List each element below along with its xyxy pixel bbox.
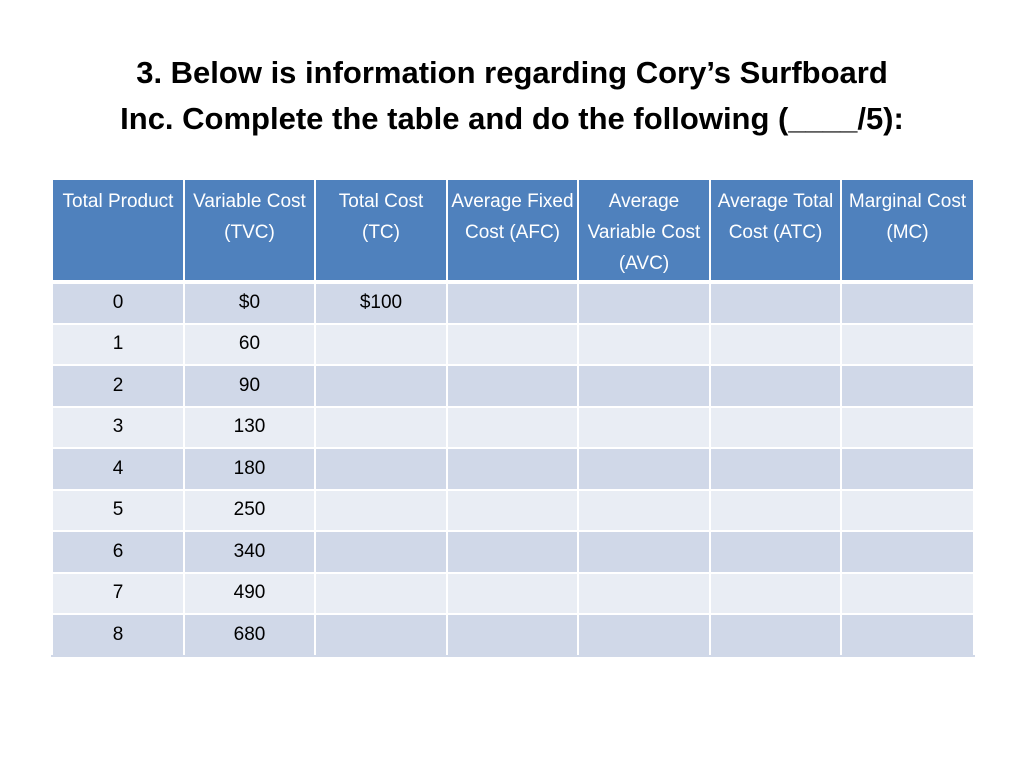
cell-marginal-cost — [841, 448, 974, 490]
cell-average-fixed-cost — [447, 448, 578, 490]
cell-average-variable-cost — [578, 282, 710, 324]
cell-total-cost: $100 — [315, 282, 447, 324]
cell-total-cost — [315, 490, 447, 532]
cell-total-product: 4 — [52, 448, 184, 490]
header-average-total-cost: Average Total Cost (ATC) — [710, 179, 841, 282]
cell-average-variable-cost — [578, 573, 710, 615]
header-average-variable-cost: Average Variable Cost (AVC) — [578, 179, 710, 282]
table-body — [52, 282, 974, 656]
header-total-product: Total Product — [52, 179, 184, 282]
cell-total-cost — [315, 573, 447, 615]
cell-marginal-cost — [841, 282, 974, 324]
table-row — [52, 448, 974, 490]
cell-average-total-cost — [710, 365, 841, 407]
table-header — [52, 179, 974, 282]
cell-marginal-cost — [841, 407, 974, 449]
cost-table — [51, 178, 975, 657]
cell-average-total-cost — [710, 407, 841, 449]
header-average-fixed-cost: Average Fixed Cost (AFC) — [447, 179, 578, 282]
header-variable-cost: Variable Cost (TVC) — [184, 179, 315, 282]
cell-total-cost — [315, 448, 447, 490]
table-row — [52, 614, 974, 656]
table-row — [52, 407, 974, 449]
table-row — [52, 531, 974, 573]
table-row — [52, 324, 974, 366]
table-row — [52, 365, 974, 407]
cell-average-fixed-cost — [447, 573, 578, 615]
cell-average-fixed-cost — [447, 531, 578, 573]
cell-average-fixed-cost — [447, 365, 578, 407]
cell-total-product: 1 — [52, 324, 184, 366]
cell-marginal-cost — [841, 614, 974, 656]
cell-variable-cost: 180 — [184, 448, 315, 490]
cell-variable-cost: 490 — [184, 573, 315, 615]
table-row — [52, 490, 974, 532]
slide-title-line-1: 3. Below is information regarding Cory’s Surfboard — [136, 55, 888, 90]
cell-variable-cost: 250 — [184, 490, 315, 532]
cell-total-cost — [315, 614, 447, 656]
cell-variable-cost: 60 — [184, 324, 315, 366]
cell-total-product: 0 — [52, 282, 184, 324]
cell-variable-cost: $0 — [184, 282, 315, 324]
cell-variable-cost: 130 — [184, 407, 315, 449]
cell-average-total-cost — [710, 490, 841, 532]
cell-total-cost — [315, 324, 447, 366]
cell-average-variable-cost — [578, 407, 710, 449]
cell-average-total-cost — [710, 282, 841, 324]
cell-average-variable-cost — [578, 448, 710, 490]
cell-marginal-cost — [841, 573, 974, 615]
table-row — [52, 573, 974, 615]
cell-total-product: 6 — [52, 531, 184, 573]
cell-marginal-cost — [841, 531, 974, 573]
cell-total-product: 3 — [52, 407, 184, 449]
table-row — [52, 282, 974, 324]
cell-average-fixed-cost — [447, 324, 578, 366]
cost-table-container — [51, 178, 973, 657]
cell-average-fixed-cost — [447, 282, 578, 324]
cell-total-cost — [315, 531, 447, 573]
cell-average-variable-cost — [578, 531, 710, 573]
cell-total-cost — [315, 365, 447, 407]
cell-marginal-cost — [841, 490, 974, 532]
cell-average-total-cost — [710, 531, 841, 573]
cell-average-variable-cost — [578, 614, 710, 656]
cell-average-fixed-cost — [447, 490, 578, 532]
cell-marginal-cost — [841, 324, 974, 366]
cell-marginal-cost — [841, 365, 974, 407]
slide-title-line-2: Inc. Complete the table and do the following (____/5): — [120, 101, 904, 136]
header-marginal-cost: Marginal Cost (MC) — [841, 179, 974, 282]
cell-total-product: 5 — [52, 490, 184, 532]
cell-average-total-cost — [710, 614, 841, 656]
cell-total-product: 2 — [52, 365, 184, 407]
cell-total-cost — [315, 407, 447, 449]
header-total-cost: Total Cost (TC) — [315, 179, 447, 282]
cell-average-variable-cost — [578, 365, 710, 407]
cell-average-total-cost — [710, 448, 841, 490]
cell-variable-cost: 680 — [184, 614, 315, 656]
slide-title — [30, 50, 994, 142]
cell-variable-cost: 90 — [184, 365, 315, 407]
cell-average-fixed-cost — [447, 614, 578, 656]
cell-average-variable-cost — [578, 324, 710, 366]
cell-average-variable-cost — [578, 490, 710, 532]
cell-total-product: 8 — [52, 614, 184, 656]
cell-average-total-cost — [710, 324, 841, 366]
cell-total-product: 7 — [52, 573, 184, 615]
cell-variable-cost: 340 — [184, 531, 315, 573]
header-row — [52, 179, 974, 282]
cell-average-total-cost — [710, 573, 841, 615]
cell-average-fixed-cost — [447, 407, 578, 449]
